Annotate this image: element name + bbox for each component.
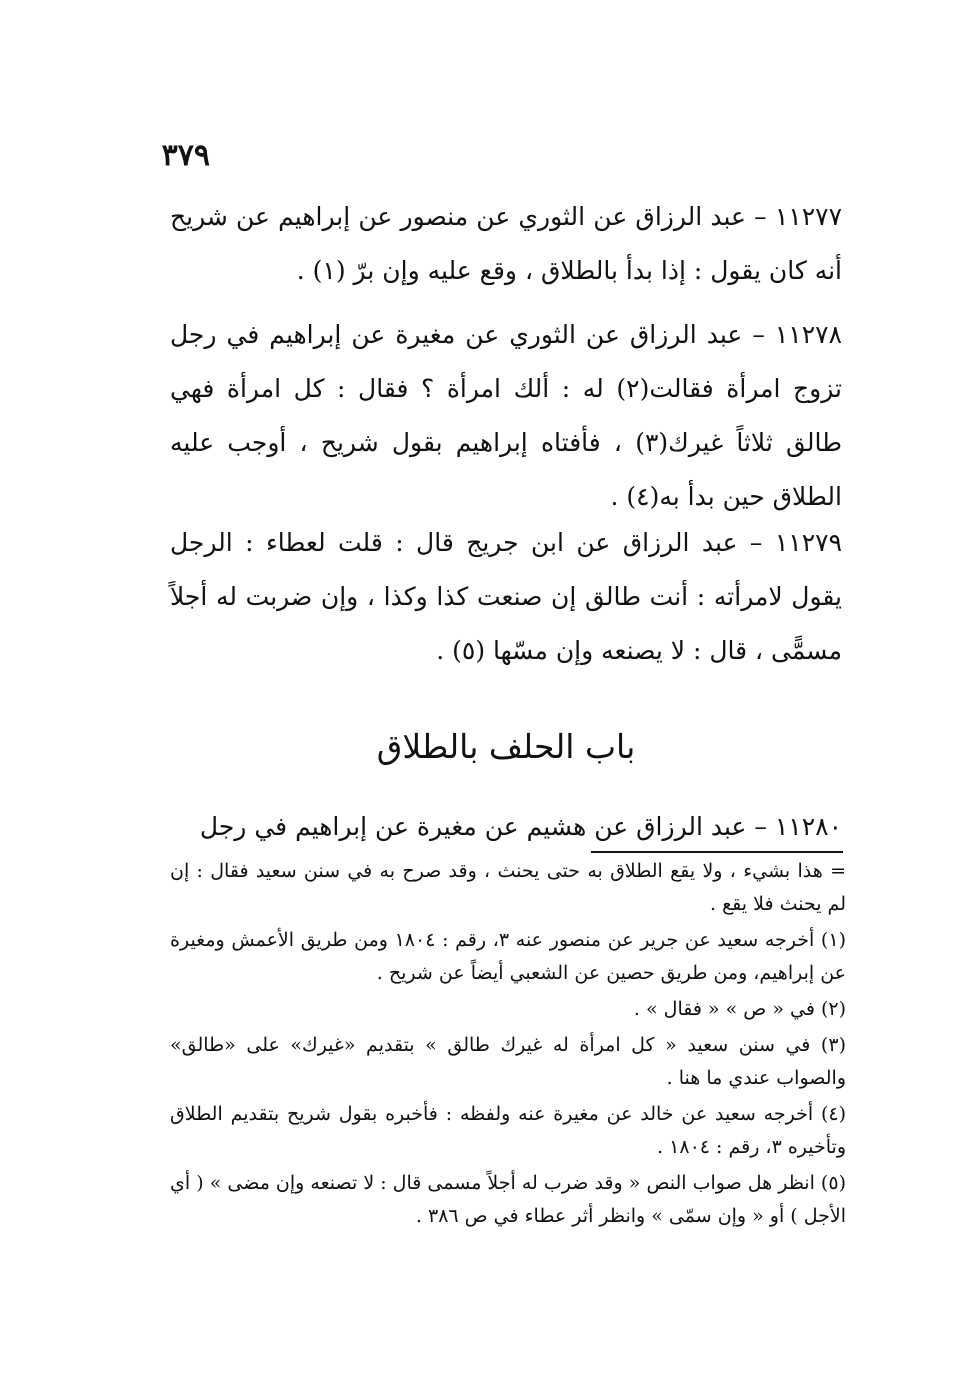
footnote-4: (٤) أخرجه سعيد عن خالد عن مغيرة عنه ولفظه : فأخبره بقول شريح بتقديم الطلاق وتأخيره ٣، رقم : ١٨٠٤ . bbox=[170, 1103, 846, 1158]
footnote-3: (٣) في سنن سعيد « كل امرأة له غيرك طالق » بتقديم «غيرك» على «طالق» والصواب عندي ما هنا . bbox=[170, 1034, 846, 1089]
hadith-paragraph-11280: ١١٢٨٠ – عبد الرزاق عن هشيم عن مغيرة عن إبراهيم في رجل bbox=[199, 812, 842, 841]
hadith-paragraph-11279: ١١٢٧٩ – عبد الرزاق عن ابن جريج قال : قلت لعطاء : الرجل يقول لامرأته : أنت طالق إن صنعت كذا وكذا ، وإن ضربت له أجلاً مسمًّى ، قال : لا يصنعه وإن مسّها (٥) . bbox=[170, 528, 842, 665]
page-number: ٣٧٩ bbox=[161, 138, 210, 173]
footnote-5: (٥) انظر هل صواب النص « وقد ضرب له أجلاً مسمى قال : لا تصنعه وإن مضى » ( أي الأجل ) أو « وإن سمّى » وانظر أثر عطاء في ص ٣٨٦ . bbox=[170, 1172, 846, 1227]
footnote-divider bbox=[591, 851, 843, 853]
footnote-1: (١) أخرجه سعيد عن جرير عن منصور عنه ٣، رقم : ١٨٠٤ ومن طريق الأعمش ومغيرة عن إبراهيم، ومن طريق حصين عن الشعبي أيضاً عن شريح . bbox=[170, 929, 846, 984]
hadith-paragraph-11278: ١١٢٧٨ – عبد الرزاق عن الثوري عن مغيرة عن إبراهيم في رجل تزوج امرأة فقالت(٢) له : ألك امرأة ؟ فقال : كل امرأة فهي طالق ثلاثاً غيرك(٣) ، فأفتاه إبراهيم بقول شريح ، أوجب عليه الطلاق حين بدأ به(٤) . bbox=[170, 320, 842, 511]
footnote-continuation: = هذا بشيء ، ولا يقع الطلاق به حتى يحنث ، وقد صرح به في سنن سعيد فقال : إن لم يحنث فلا يقع . bbox=[170, 860, 846, 915]
chapter-heading: باب الحلف بالطلاق bbox=[376, 727, 636, 766]
hadith-paragraph-11277: ١١٢٧٧ – عبد الرزاق عن الثوري عن منصور عن إبراهيم عن شريح أنه كان يقول : إذا بدأ بالطلاق ، وقع عليه وإن برّ (١) . bbox=[170, 202, 842, 285]
footnotes-section bbox=[170, 855, 846, 1236]
footnote-2: (٢) في « ص » « فقال » . bbox=[633, 998, 846, 1020]
